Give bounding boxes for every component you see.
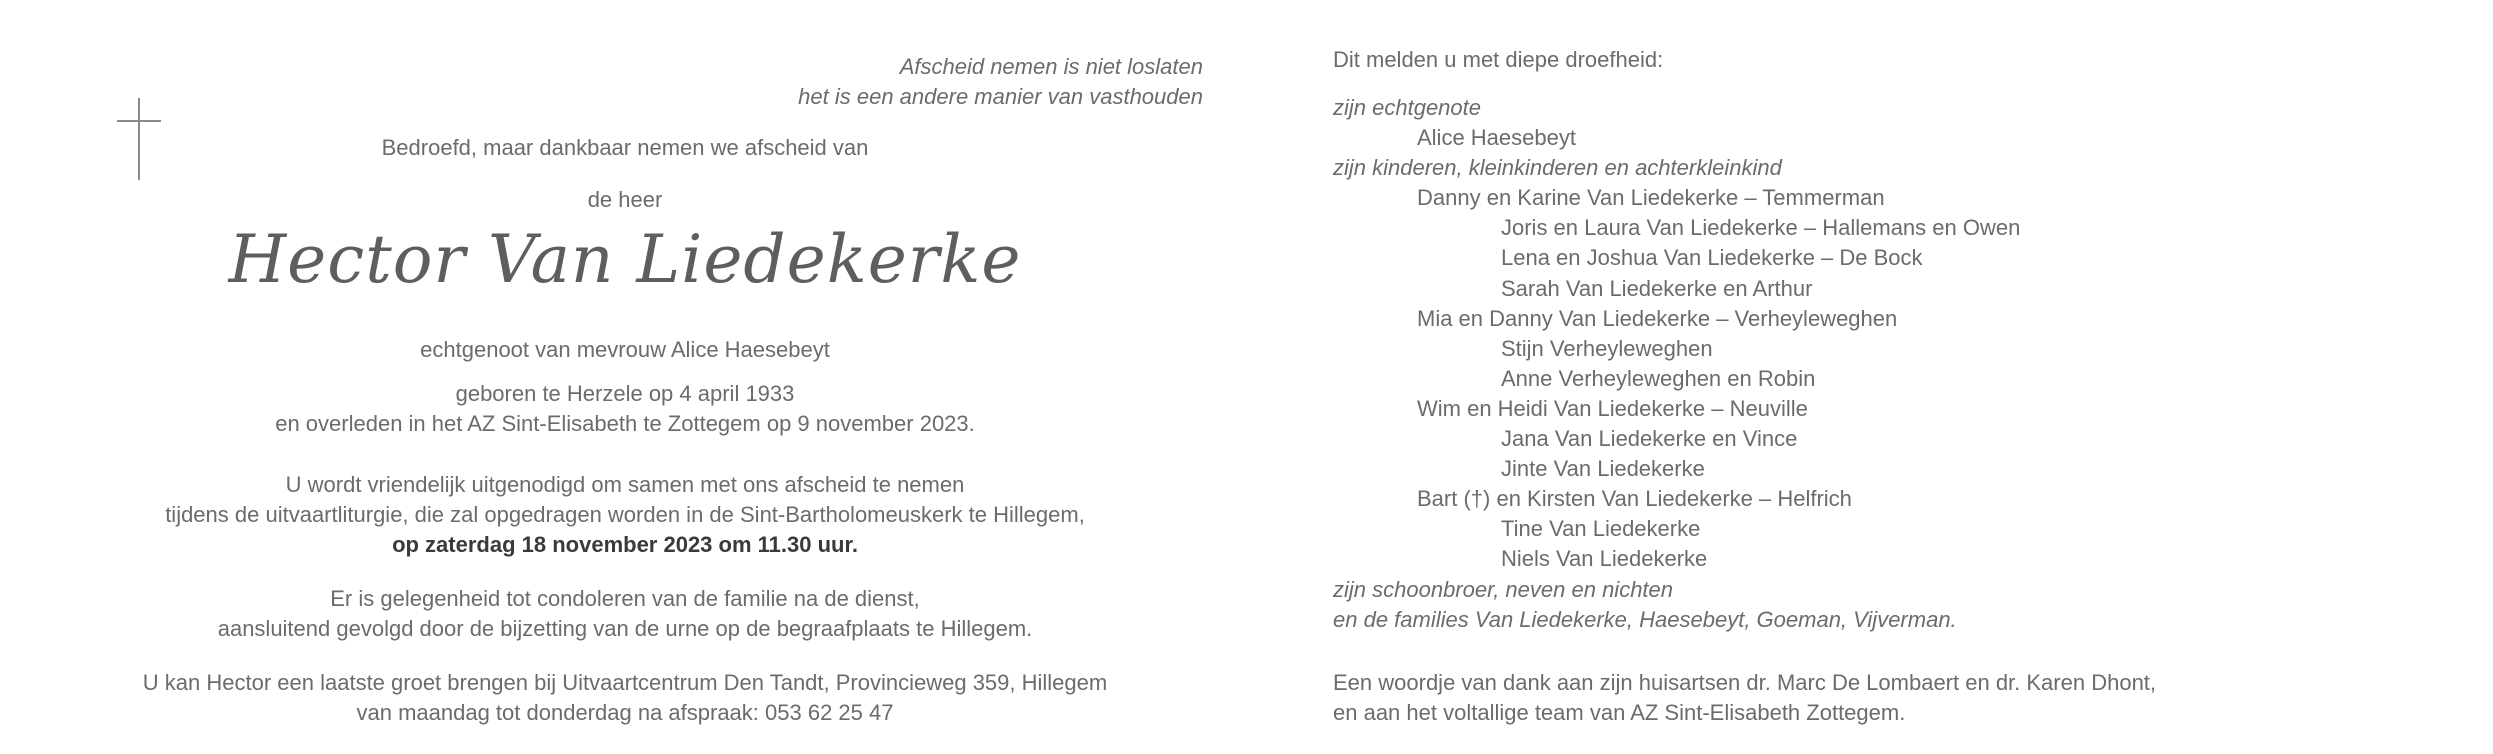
visitation-line-2: van maandag tot donderdag na afspraak: 053 62 25 47 <box>356 700 894 725</box>
birth-line: geboren te Herzele op 4 april 1933 <box>455 381 795 406</box>
thanks-line-2: en aan het voltallige team van AZ Sint-Elisabeth Zottegem. <box>1333 700 1906 725</box>
condolence <box>130 584 1120 644</box>
thanks <box>1333 668 2156 728</box>
intro-text: Bedroefd, maar dankbaar nemen we afscheid van <box>381 135 869 160</box>
relative-entry: Danny en Karine Van Liedekerke – Temmerman <box>1417 185 1885 211</box>
invitation-line-1: U wordt vriendelijk uitgenodigd om samen met ons afscheid te nemen <box>285 472 965 497</box>
relative-entry: Joris en Laura Van Liedekerke – Hallemans en Owen <box>1501 215 2021 241</box>
death-line: en overleden in het AZ Sint-Elisabeth te Zottegem op 9 november 2023. <box>275 411 975 436</box>
quote <box>798 52 1203 112</box>
relative-entry: Jinte Van Liedekerke <box>1501 456 1705 482</box>
announcement: Dit melden u met diepe droefheid: <box>1333 47 1664 72</box>
relative-entry: Wim en Heidi Van Liedekerke – Neuville <box>1417 395 1808 421</box>
visitation-line-1: U kan Hector een laatste groet brengen bij Uitvaartcentrum Den Tandt, Provincieweg 359, Hillegem <box>142 670 1108 695</box>
deceased-name: Hector Van Liedekerke <box>228 221 1022 298</box>
relative-entry: Tine Van Liedekerke <box>1501 516 1701 542</box>
relatives-list <box>1333 93 2020 635</box>
condolence-line-1: Er is gelegenheid tot condoleren van de familie na de dienst, <box>330 586 920 611</box>
invitation-line-2: tijdens de uitvaartliturgie, die zal opgedragen worden in de Sint-Bartholomeuskerk te Hillegem, <box>165 502 1085 527</box>
relative-entry: Lena en Joshua Van Liedekerke – De Bock <box>1501 245 1923 271</box>
relative-entry: Mia en Danny Van Liedekerke – Verheyleweghen <box>1417 305 1898 331</box>
thanks-line-1: Een woordje van dank aan zijn huisartsen dr. Marc De Lombaert en dr. Karen Dhont, <box>1333 670 2157 695</box>
visitation <box>130 668 1120 728</box>
invitation <box>130 470 1120 560</box>
relative-entry: Anne Verheyleweghen en Robin <box>1501 365 1816 391</box>
life-dates <box>130 379 1120 439</box>
relatives-heading: zijn schoonbroer, neven en nichten <box>1333 576 1674 602</box>
quote-line-2: het is een andere manier van vasthouden <box>798 84 1203 109</box>
relative-entry: Jana Van Liedekerke en Vince <box>1501 426 1798 452</box>
salutation: de heer <box>587 187 663 212</box>
spouse-line: echtgenoot van mevrouw Alice Haesebeyt <box>420 337 830 362</box>
relatives-heading: zijn echtgenote <box>1333 95 1481 120</box>
quote-line-1: Afscheid nemen is niet loslaten <box>899 54 1203 79</box>
relative-entry: Stijn Verheyleweghen <box>1501 335 1713 361</box>
relative-entry: Bart (†) en Kirsten Van Liedekerke – Helfrich <box>1417 486 1852 512</box>
service-date: op zaterdag 18 november 2023 om 11.30 uur. <box>392 532 858 557</box>
relatives-heading: zijn kinderen, kleinkinderen en achterkleinkind <box>1333 155 1782 181</box>
relative-entry: Niels Van Liedekerke <box>1501 546 1708 572</box>
relative-entry: Sarah Van Liedekerke en Arthur <box>1501 275 1813 301</box>
relative-entry: Alice Haesebeyt <box>1417 125 1576 151</box>
relatives-heading: en de families Van Liedekerke, Haesebeyt, Goeman, Vijverman. <box>1333 606 1957 632</box>
condolence-line-2: aansluitend gevolgd door de bijzetting van de urne op de begraafplaats te Hillegem. <box>217 616 1033 641</box>
